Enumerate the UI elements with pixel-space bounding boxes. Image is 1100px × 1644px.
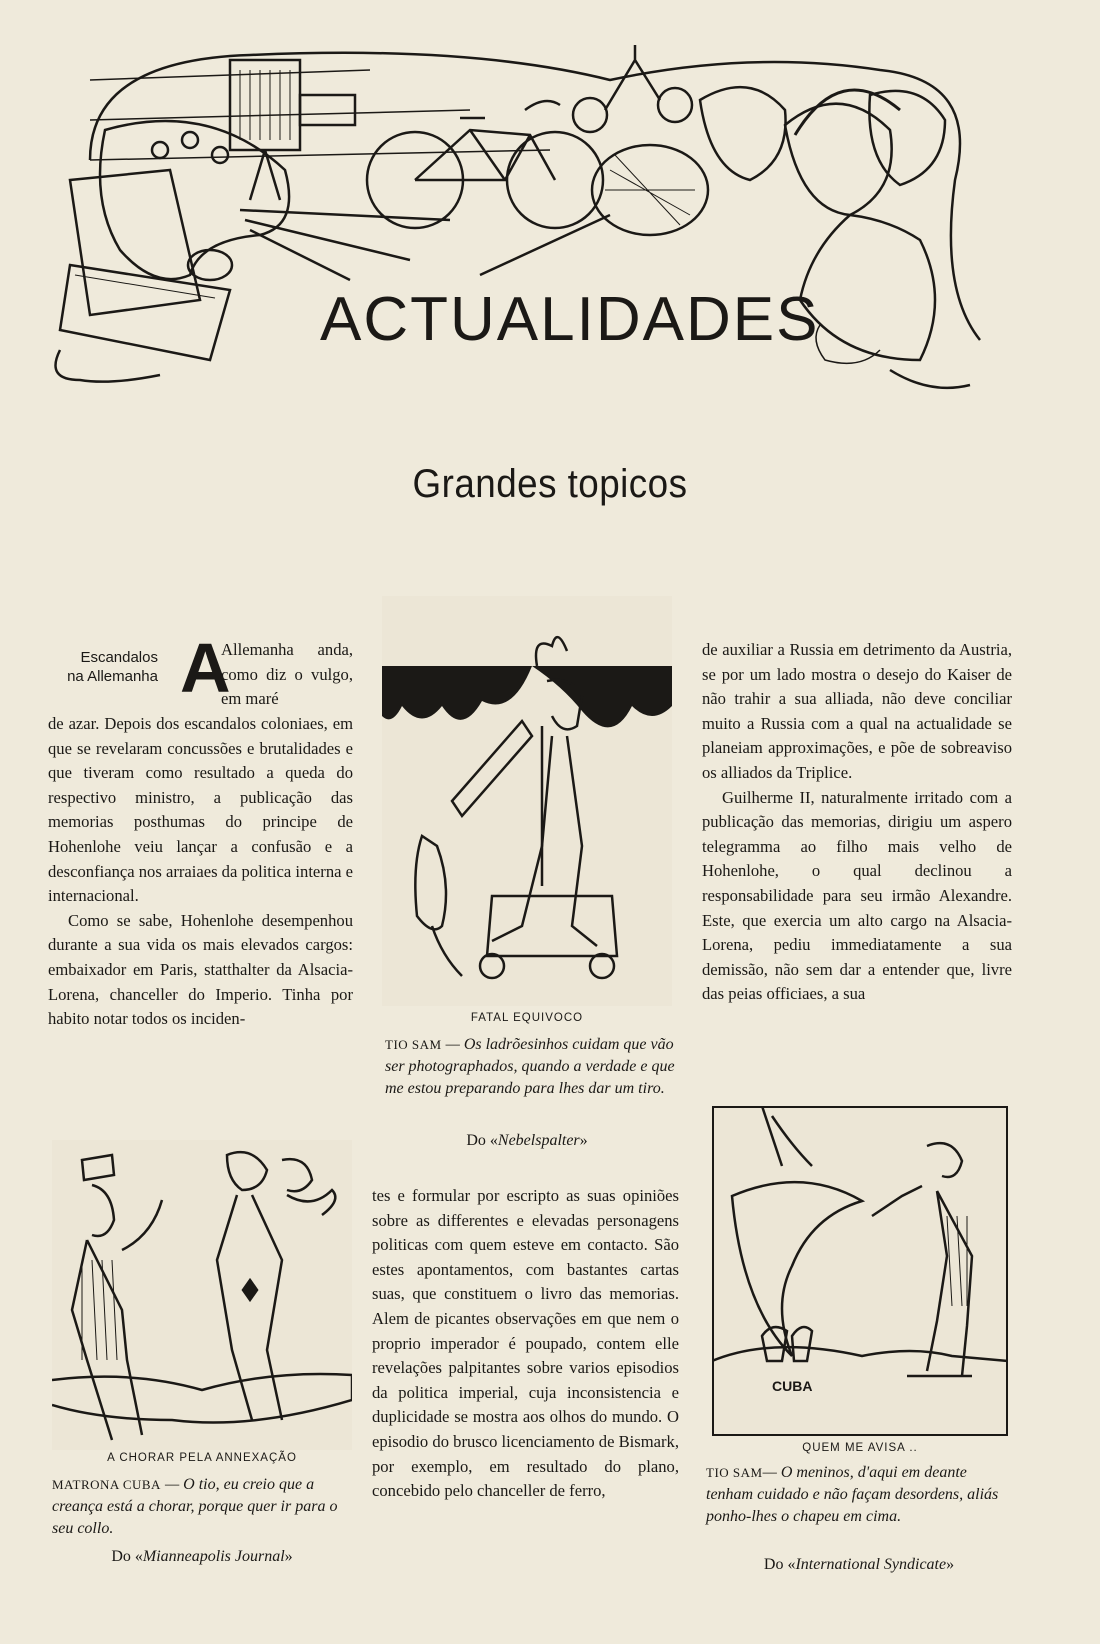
source-suffix: » bbox=[284, 1548, 293, 1565]
caption-source bbox=[382, 1132, 672, 1150]
paragraph: de azar. Depois dos escandalos coloniaes, em que se revelaram concussões e brutalidades e que tiveram como resultado a queda do respectivo ministro, a publicação das memorias posthumas do principe de Hohenlohe veiu lançar a confusão e a desconfiança nos arraiaes da politica interna e internacional. bbox=[48, 714, 353, 906]
source-prefix: Do « bbox=[763, 1556, 796, 1573]
source-prefix: Do « bbox=[466, 1132, 498, 1149]
caption-source bbox=[52, 1548, 352, 1566]
cartoon-quem-me-avisa bbox=[712, 1106, 1008, 1436]
paragraph: de auxiliar a Russia em detrimento da Austria, se por um lado mostra o desejo do Kaiser de não trahir a sua alliada, não deve conciliar muito a Russia com a qual na actualidade se planeiam approximações, e põe de sobreaviso os alliados da Triplice. bbox=[702, 640, 1012, 782]
paragraph: tes e formular por escripto as suas opiniões sobre as differentes e elevadas personagens politicas com quem esteve em contacto. São estes apontamentos, com bastantes cartas suas, que constituem o livro das memorias. Alem de picantes observações em que nem o proprio imperador é poupado, contem elle revelações palpitantes sobre varios episodios da politica imperial, cuja inconsistencia e duplicidade se mostra aos olhos do mundo. O episodio do brusco licenciamento de Bismark, por exemplo, em resultado do plano, concebido pelo chanceller de ferro, bbox=[372, 1186, 679, 1501]
side-heading bbox=[54, 648, 158, 686]
caption-text: O meninos, d'aqui em deante tenham cuidado e não façam desordens, aliás ponho-lhes o chapeu em cima. bbox=[706, 1464, 999, 1525]
caption-title: QUEM ME AVISA .. bbox=[802, 1442, 918, 1454]
source-name: Nebelspalter bbox=[497, 1132, 580, 1149]
caption-text: Os ladrõesinhos cuidam que vão ser photographados, quando a verdade e que me estou preparando para lhes dar um tiro. bbox=[385, 1036, 675, 1097]
caption-quote: MATRONA CUBA — O tio, eu creio que a creança está a chorar, porque quer ir para o seu collo. bbox=[52, 1476, 338, 1537]
article-column-2 bbox=[372, 1184, 679, 1504]
caption-quote: TIO SAM — Os ladrõesinhos cuidam que vão ser photographados, quando a verdade e que me estou preparando para lhes dar um tiro. bbox=[385, 1036, 675, 1097]
caption-quote: TIO SAM— O meninos, d'aqui em deante tenham cuidado e não façam desordens, aliás ponho-lhes o chapeu em cima. bbox=[706, 1464, 999, 1525]
drop-cap: A bbox=[180, 629, 231, 707]
article-column-3 bbox=[702, 638, 1012, 1007]
source-prefix: Do « bbox=[111, 1548, 143, 1565]
source-suffix: » bbox=[946, 1556, 955, 1573]
caption-speaker: TIO SAM bbox=[706, 1465, 763, 1480]
side-heading-line: Escandalos bbox=[80, 649, 158, 666]
article-column-1 bbox=[48, 712, 353, 1032]
actualidades-banner bbox=[50, 40, 1000, 410]
caption-speaker: TIO SAM bbox=[385, 1037, 442, 1052]
caption-speaker: MATRONA CUBA bbox=[52, 1477, 161, 1492]
paragraph: Como se sabe, Hohenlohe desempenhou durante a sua vida os mais elevados cargos: embaixador em Paris, statthalter da Alsacia-Lorena, chanceller do Imperio. Tinha por habito notar todos os inciden- bbox=[48, 910, 353, 1029]
side-heading-line: na Allemanha bbox=[67, 668, 158, 685]
source-name: International Syndicate bbox=[795, 1556, 947, 1573]
source-suffix: » bbox=[579, 1132, 588, 1149]
banner-lettering: ACTUALIDADES bbox=[320, 285, 820, 354]
cartoon-a-chorar bbox=[52, 1140, 352, 1450]
drawing-label: CUBA bbox=[772, 1378, 813, 1394]
source-name: Mianneapolis Journal bbox=[142, 1548, 285, 1565]
paragraph: Guilherme II, naturalmente irritado com a publicação das memorias, dirigiu um aspero telegramma ao filho mais velho de Hohenlohe, o qual declinou a responsabilidade para seu irmão Alexandre. Este, que exercia um alto cargo na Alsacia-Lorena, pediu immediatamente a sua demissão, não sem dar a entender que, livre das peias officiaes, a sua bbox=[702, 787, 1012, 1004]
caption-title: A CHORAR PELA ANNEXAÇÃO bbox=[107, 1452, 297, 1464]
col1-intro: Allemanha anda, como diz o vulgo, em maré bbox=[221, 640, 353, 709]
page-title: Grandes topicos bbox=[412, 462, 688, 506]
caption-title: FATAL EQUIVOCO bbox=[470, 1012, 584, 1024]
cartoon-fatal-equivoco bbox=[382, 596, 672, 1006]
caption-source bbox=[706, 1556, 1012, 1574]
caption-text: O tio, eu creio que a creança está a chorar, porque quer ir para o seu collo. bbox=[52, 1476, 338, 1537]
